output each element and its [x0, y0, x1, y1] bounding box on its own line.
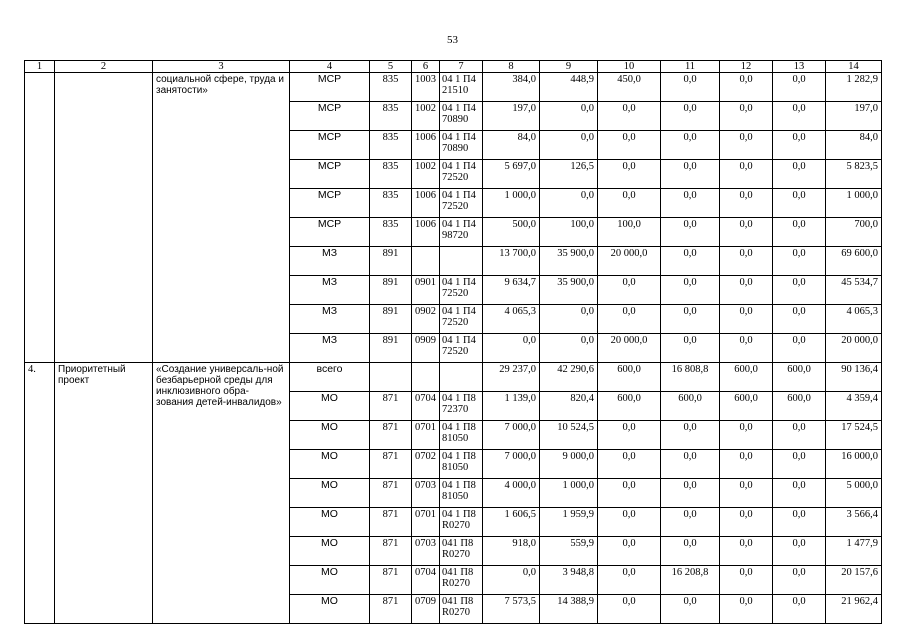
cell-total: 69 600,0: [826, 247, 882, 276]
cell-y2022: 0,0: [661, 247, 720, 276]
cell-target-article: 04 1 П8 R0270: [440, 508, 483, 537]
cell-grbs: 871: [370, 450, 412, 479]
cell-y2023: 0,0: [720, 334, 773, 363]
cell-y2019: 7 000,0: [483, 421, 540, 450]
cell-target-article: 04 1 П4 70890: [440, 102, 483, 131]
header-cell-5: 5: [370, 61, 412, 73]
cell-section: 0702: [412, 450, 440, 479]
header-cell-12: 12: [720, 61, 773, 73]
cell-y2024: 0,0: [773, 479, 826, 508]
cell-grbs: 835: [370, 73, 412, 102]
cell-y2021: 600,0: [598, 392, 661, 421]
cell-y2023: 0,0: [720, 537, 773, 566]
cell-y2019: 7 000,0: [483, 450, 540, 479]
cell-section: 0701: [412, 421, 440, 450]
cell-section: 0701: [412, 508, 440, 537]
project-name-cell: «Создание универсаль-ной безбарьерной среды для инклюзивного обра-зования детей-инвалидов»: [153, 363, 290, 624]
cell-y2021: 100,0: [598, 218, 661, 247]
cell-target-article: 04 1 П8 81050: [440, 450, 483, 479]
cell-y2022: 0,0: [661, 450, 720, 479]
cell-grbs: 891: [370, 305, 412, 334]
cell-section: [412, 363, 440, 392]
project-type-cell: Приоритетный проект: [55, 363, 153, 624]
cell-target-article: 041 П8 R0270: [440, 595, 483, 624]
cell-agency: МО: [290, 537, 370, 566]
cell-total: 84,0: [826, 131, 882, 160]
cell-y2019: 4 000,0: [483, 479, 540, 508]
cell-section: 0902: [412, 305, 440, 334]
page-number: 53: [447, 34, 458, 46]
cell-agency: МСР: [290, 131, 370, 160]
cell-y2024: 600,0: [773, 392, 826, 421]
cell-y2022: 0,0: [661, 102, 720, 131]
cell-y2019: 197,0: [483, 102, 540, 131]
cell-y2022: 0,0: [661, 421, 720, 450]
cell-y2020: 100,0: [540, 218, 598, 247]
cell-y2020: 0,0: [540, 102, 598, 131]
cell-y2023: 0,0: [720, 450, 773, 479]
cell-agency: МО: [290, 595, 370, 624]
cell-section: 1006: [412, 131, 440, 160]
header-cell-4: 4: [290, 61, 370, 73]
cell-total: 1 477,9: [826, 537, 882, 566]
cell-y2020: 126,5: [540, 160, 598, 189]
cell-agency: МО: [290, 508, 370, 537]
cell-total: 5 823,5: [826, 160, 882, 189]
table-row: [25, 73, 882, 102]
cell-y2021: 0,0: [598, 189, 661, 218]
cell-y2023: 0,0: [720, 73, 773, 102]
cell-target-article: 04 1 П4 21510: [440, 73, 483, 102]
cell-y2019: 9 634,7: [483, 276, 540, 305]
table-header-row: [25, 61, 882, 73]
cell-y2023: 0,0: [720, 421, 773, 450]
cell-total: 700,0: [826, 218, 882, 247]
header-cell-10: 10: [598, 61, 661, 73]
cell-y2022: 0,0: [661, 508, 720, 537]
cell-y2024: 0,0: [773, 218, 826, 247]
cell-target-article: 04 1 П4 72520: [440, 160, 483, 189]
cell-y2023: 0,0: [720, 102, 773, 131]
row-number-cell: 4.: [25, 363, 55, 624]
cell-section: 0703: [412, 479, 440, 508]
cell-agency: МЗ: [290, 276, 370, 305]
cell-grbs: 835: [370, 102, 412, 131]
cell-y2021: 0,0: [598, 421, 661, 450]
cell-y2022: 0,0: [661, 160, 720, 189]
cell-y2020: 559,9: [540, 537, 598, 566]
cell-y2019: 384,0: [483, 73, 540, 102]
cell-agency: МЗ: [290, 334, 370, 363]
cell-target-article: 04 1 П4 72520: [440, 334, 483, 363]
cell-y2024: 0,0: [773, 73, 826, 102]
cell-y2022: 0,0: [661, 305, 720, 334]
cell-grbs: 871: [370, 421, 412, 450]
header-cell-11: 11: [661, 61, 720, 73]
cell-section: 0704: [412, 566, 440, 595]
cell-agency: МСР: [290, 218, 370, 247]
cell-grbs: [370, 363, 412, 392]
cell-y2021: 20 000,0: [598, 247, 661, 276]
cell-agency: МЗ: [290, 305, 370, 334]
cell-target-article: [440, 247, 483, 276]
cell-section: 0709: [412, 595, 440, 624]
cell-total: 3 566,4: [826, 508, 882, 537]
header-cell-9: 9: [540, 61, 598, 73]
cell-y2023: 0,0: [720, 508, 773, 537]
cell-y2022: 0,0: [661, 73, 720, 102]
cell-y2022: 0,0: [661, 218, 720, 247]
cell-target-article: [440, 363, 483, 392]
cell-agency: МО: [290, 479, 370, 508]
cell-y2024: 0,0: [773, 160, 826, 189]
cell-y2023: 600,0: [720, 363, 773, 392]
cell-total: 90 136,4: [826, 363, 882, 392]
header-cell-3: 3: [153, 61, 290, 73]
cell-y2021: 0,0: [598, 479, 661, 508]
cell-agency: МЗ: [290, 247, 370, 276]
cell-total: 1 000,0: [826, 189, 882, 218]
cell-agency: МСР: [290, 73, 370, 102]
cell-y2024: 0,0: [773, 189, 826, 218]
cell-y2019: 29 237,0: [483, 363, 540, 392]
cell-grbs: 891: [370, 276, 412, 305]
cell-y2021: 0,0: [598, 276, 661, 305]
cell-grbs: 871: [370, 566, 412, 595]
cell-y2023: 0,0: [720, 218, 773, 247]
cell-y2022: 0,0: [661, 595, 720, 624]
cell-y2024: 0,0: [773, 421, 826, 450]
cell-total: 197,0: [826, 102, 882, 131]
project-type-cell: [55, 73, 153, 363]
cell-y2022: 0,0: [661, 189, 720, 218]
cell-section: 1006: [412, 218, 440, 247]
cell-agency: МО: [290, 566, 370, 595]
cell-grbs: 835: [370, 218, 412, 247]
cell-y2019: 4 065,3: [483, 305, 540, 334]
cell-y2024: 0,0: [773, 276, 826, 305]
cell-section: 0901: [412, 276, 440, 305]
header-cell-1: 1: [25, 61, 55, 73]
cell-y2022: 0,0: [661, 537, 720, 566]
cell-y2024: 0,0: [773, 537, 826, 566]
cell-y2024: 0,0: [773, 247, 826, 276]
cell-agency: МСР: [290, 102, 370, 131]
cell-y2024: 0,0: [773, 102, 826, 131]
cell-y2019: 5 697,0: [483, 160, 540, 189]
cell-y2021: 0,0: [598, 160, 661, 189]
cell-y2021: 0,0: [598, 537, 661, 566]
cell-grbs: 871: [370, 392, 412, 421]
header-cell-13: 13: [773, 61, 826, 73]
cell-target-article: 04 1 П4 72520: [440, 305, 483, 334]
cell-total: 21 962,4: [826, 595, 882, 624]
cell-y2020: 1 000,0: [540, 479, 598, 508]
row-number-cell: [25, 73, 55, 363]
cell-target-article: 04 1 П8 72370: [440, 392, 483, 421]
cell-section: 1003: [412, 73, 440, 102]
cell-y2020: 0,0: [540, 334, 598, 363]
cell-grbs: 871: [370, 479, 412, 508]
cell-section: 1002: [412, 160, 440, 189]
cell-grbs: 871: [370, 537, 412, 566]
cell-y2022: 16 208,8: [661, 566, 720, 595]
budget-table: [24, 60, 882, 624]
header-cell-6: 6: [412, 61, 440, 73]
cell-y2019: 7 573,5: [483, 595, 540, 624]
cell-y2022: 0,0: [661, 334, 720, 363]
cell-y2022: 0,0: [661, 276, 720, 305]
cell-agency: МО: [290, 421, 370, 450]
cell-y2020: 1 959,9: [540, 508, 598, 537]
cell-grbs: 871: [370, 508, 412, 537]
header-cell-2: 2: [55, 61, 153, 73]
cell-y2021: 0,0: [598, 305, 661, 334]
cell-y2021: 20 000,0: [598, 334, 661, 363]
cell-total: 4 359,4: [826, 392, 882, 421]
cell-grbs: 871: [370, 595, 412, 624]
cell-agency: всего: [290, 363, 370, 392]
cell-y2023: 0,0: [720, 595, 773, 624]
cell-grbs: 835: [370, 189, 412, 218]
table-row: [25, 363, 882, 392]
cell-y2022: 600,0: [661, 392, 720, 421]
header-cell-8: 8: [483, 61, 540, 73]
cell-y2024: 0,0: [773, 305, 826, 334]
cell-y2019: 84,0: [483, 131, 540, 160]
cell-y2022: 0,0: [661, 131, 720, 160]
cell-y2023: 0,0: [720, 305, 773, 334]
cell-target-article: 04 1 П8 81050: [440, 421, 483, 450]
cell-section: 0704: [412, 392, 440, 421]
cell-grbs: 891: [370, 334, 412, 363]
cell-grbs: 891: [370, 247, 412, 276]
project-name-cell: социальной сфере, труда и занятости»: [153, 73, 290, 363]
cell-y2019: 500,0: [483, 218, 540, 247]
cell-total: 1 282,9: [826, 73, 882, 102]
cell-y2019: 13 700,0: [483, 247, 540, 276]
cell-y2023: 0,0: [720, 160, 773, 189]
cell-y2020: 10 524,5: [540, 421, 598, 450]
header-cell-14: 14: [826, 61, 882, 73]
cell-grbs: 835: [370, 160, 412, 189]
cell-y2024: 0,0: [773, 595, 826, 624]
cell-y2021: 0,0: [598, 566, 661, 595]
cell-y2021: 0,0: [598, 508, 661, 537]
cell-grbs: 835: [370, 131, 412, 160]
cell-y2024: 0,0: [773, 131, 826, 160]
cell-target-article: 041 П8 R0270: [440, 566, 483, 595]
cell-y2020: 0,0: [540, 189, 598, 218]
cell-target-article: 04 1 П4 72520: [440, 189, 483, 218]
cell-total: 20 157,6: [826, 566, 882, 595]
cell-y2020: 35 900,0: [540, 247, 598, 276]
cell-total: 17 524,5: [826, 421, 882, 450]
cell-section: 0909: [412, 334, 440, 363]
cell-section: 0703: [412, 537, 440, 566]
cell-y2021: 0,0: [598, 131, 661, 160]
cell-y2023: 0,0: [720, 131, 773, 160]
cell-total: 16 000,0: [826, 450, 882, 479]
cell-section: [412, 247, 440, 276]
cell-total: 20 000,0: [826, 334, 882, 363]
cell-y2019: 1 139,0: [483, 392, 540, 421]
cell-y2020: 3 948,8: [540, 566, 598, 595]
cell-y2020: 0,0: [540, 305, 598, 334]
cell-y2020: 42 290,6: [540, 363, 598, 392]
cell-y2020: 9 000,0: [540, 450, 598, 479]
cell-y2021: 0,0: [598, 595, 661, 624]
cell-y2020: 820,4: [540, 392, 598, 421]
cell-y2021: 0,0: [598, 102, 661, 131]
cell-y2024: 0,0: [773, 508, 826, 537]
cell-y2023: 0,0: [720, 479, 773, 508]
cell-agency: МО: [290, 392, 370, 421]
cell-total: 45 534,7: [826, 276, 882, 305]
cell-y2019: 918,0: [483, 537, 540, 566]
cell-y2021: 450,0: [598, 73, 661, 102]
cell-target-article: 04 1 П4 70890: [440, 131, 483, 160]
cell-agency: МО: [290, 450, 370, 479]
cell-y2024: 0,0: [773, 334, 826, 363]
cell-y2019: 0,0: [483, 566, 540, 595]
cell-total: 5 000,0: [826, 479, 882, 508]
cell-target-article: 04 1 П8 81050: [440, 479, 483, 508]
cell-y2019: 1 000,0: [483, 189, 540, 218]
cell-total: 4 065,3: [826, 305, 882, 334]
cell-y2022: 0,0: [661, 479, 720, 508]
cell-y2019: 1 606,5: [483, 508, 540, 537]
cell-y2022: 16 808,8: [661, 363, 720, 392]
cell-y2021: 600,0: [598, 363, 661, 392]
cell-target-article: 041 П8 R0270: [440, 537, 483, 566]
cell-y2020: 448,9: [540, 73, 598, 102]
cell-section: 1006: [412, 189, 440, 218]
cell-target-article: 04 1 П4 98720: [440, 218, 483, 247]
cell-y2020: 0,0: [540, 131, 598, 160]
cell-y2023: 0,0: [720, 189, 773, 218]
cell-target-article: 04 1 П4 72520: [440, 276, 483, 305]
cell-y2020: 14 388,9: [540, 595, 598, 624]
cell-y2021: 0,0: [598, 450, 661, 479]
cell-y2019: 0,0: [483, 334, 540, 363]
cell-y2023: 0,0: [720, 247, 773, 276]
cell-y2024: 0,0: [773, 450, 826, 479]
cell-y2024: 600,0: [773, 363, 826, 392]
cell-y2020: 35 900,0: [540, 276, 598, 305]
cell-y2023: 600,0: [720, 392, 773, 421]
cell-section: 1002: [412, 102, 440, 131]
cell-y2024: 0,0: [773, 566, 826, 595]
header-cell-7: 7: [440, 61, 483, 73]
cell-y2023: 0,0: [720, 566, 773, 595]
cell-agency: МСР: [290, 160, 370, 189]
cell-agency: МСР: [290, 189, 370, 218]
cell-y2023: 0,0: [720, 276, 773, 305]
